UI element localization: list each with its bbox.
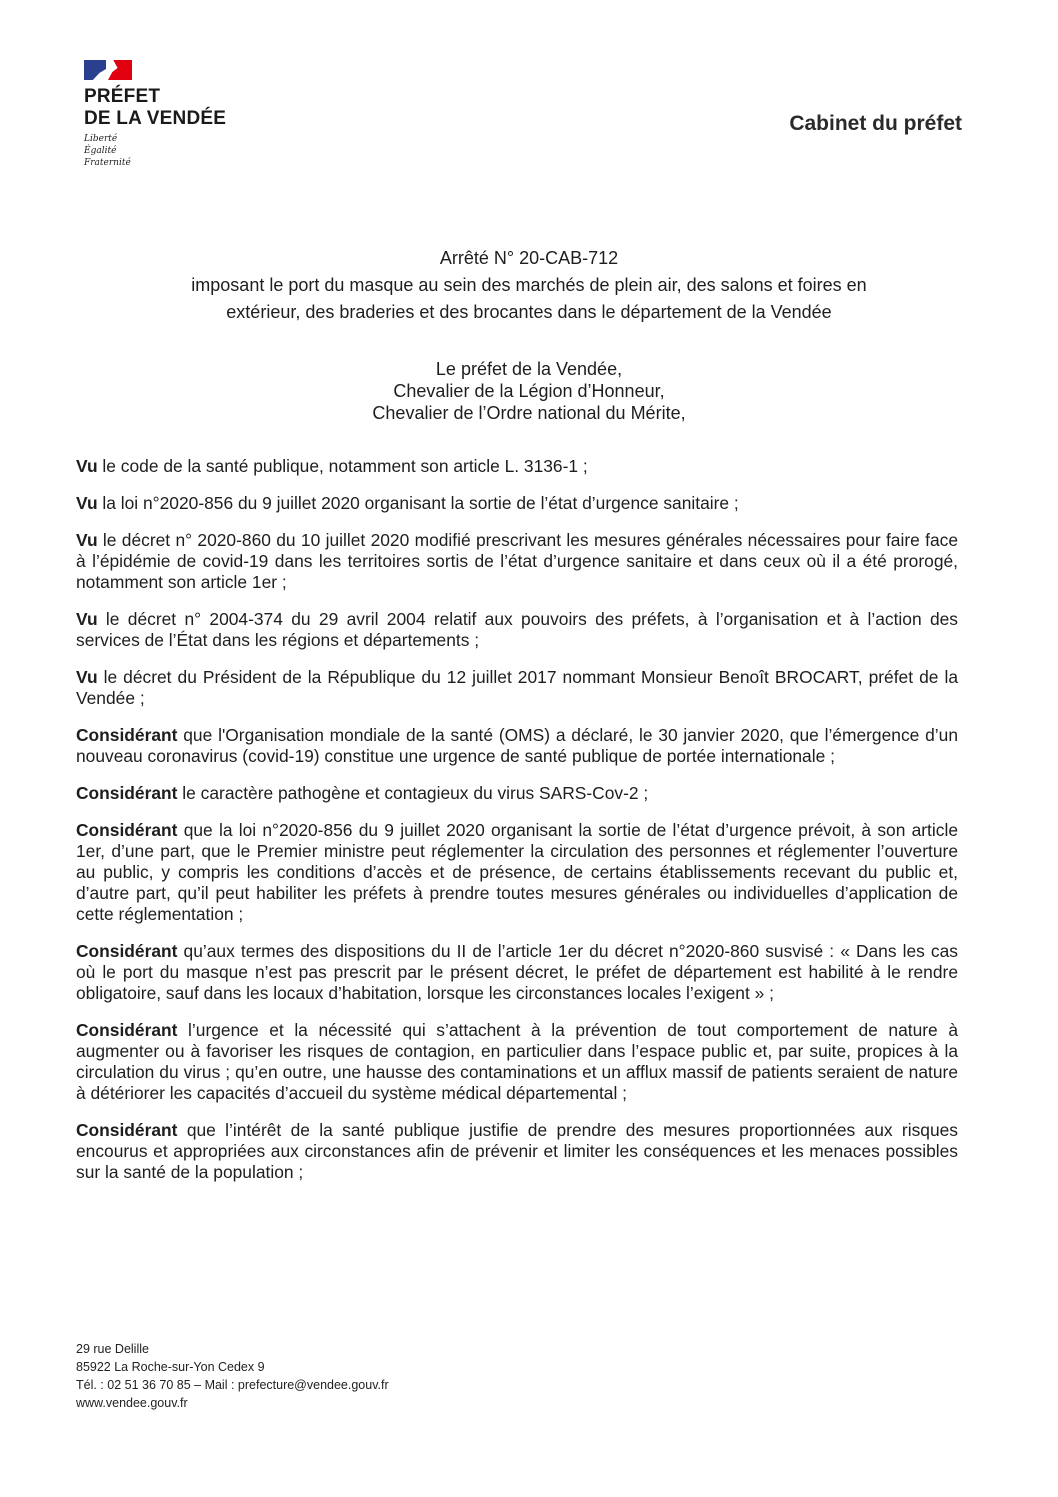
visa-paragraph: [76, 493, 958, 514]
paragraph-lead: Considérant: [76, 725, 178, 745]
visa-paragraph: [76, 609, 958, 651]
considerant-paragraph: [76, 941, 958, 1004]
considerant-paragraph: [76, 783, 958, 804]
paragraph-text: le décret n° 2004-374 du 29 avril 2004 relatif aux pouvoirs des préfets, à l’organisation et à l’action des services de l’État dans les régions et départements ;: [76, 609, 958, 650]
footer-city: 85922 La Roche-sur-Yon Cedex 9: [76, 1360, 265, 1374]
paragraph-text: le code de la santé publique, notamment son article L. 3136-1 ;: [97, 456, 588, 476]
considerant-paragraph: [76, 820, 958, 925]
republic-motto: [84, 133, 264, 169]
considerant-paragraph: [76, 1020, 958, 1104]
paragraph-lead: Considérant: [76, 1120, 178, 1140]
paragraph-text: le décret du Président de la République du 12 juillet 2017 nommant Monsieur Benoît BROCART, préfet de la Vendée ;: [76, 667, 958, 708]
decree-title: [60, 245, 998, 326]
visa-paragraph: [76, 530, 958, 593]
footer-address: [76, 1340, 389, 1412]
paragraph-lead: Considérant: [76, 1020, 178, 1040]
paragraph-lead: Vu: [76, 493, 98, 513]
paragraph-lead: Considérant: [76, 820, 178, 840]
paragraph-text: que la loi n°2020-856 du 9 juillet 2020 organisant la sortie de l’état d’urgence prévoit, à son article 1er, d’une part, que le Premier ministre peut réglementer la circulation des personnes et réglementer l’ouverture au public, y compris les conditions d’accès et de présence, de certains établissements recevant du public et, d’autre part, qu’il peut habiliter les préfets à prendre toutes mesures générales ou individuelles d’application de cette réglementation ;: [76, 820, 958, 924]
cabinet-heading: Cabinet du préfet: [789, 112, 962, 135]
paragraph-lead: Vu: [76, 456, 98, 476]
paragraph-text: que l’intérêt de la santé publique justifie de prendre des mesures proportionnées aux risques encourus et appropriées aux circonstances afin de prévenir et limiter les conséquences et les menaces possibles sur la santé de la population ;: [76, 1120, 958, 1182]
logo-title-line1: PRÉFET: [84, 86, 161, 107]
paragraph-lead: Considérant: [76, 783, 178, 803]
preamble-line: Chevalier de la Légion d’Honneur,: [393, 381, 665, 401]
decree-subject-line2: extérieur, des braderies et des brocantes dans le département de la Vendée: [226, 302, 832, 322]
footer-website[interactable]: www.vendee.gouv.fr: [76, 1396, 188, 1410]
motto-fraternite: Fraternité: [84, 158, 131, 168]
footer-street: 29 rue Delille: [76, 1342, 149, 1356]
preamble-line: Le préfet de la Vendée,: [435, 359, 623, 379]
paragraph-text: que l'Organisation mondiale de la santé (OMS) a déclaré, le 30 janvier 2020, que l’émergence d’un nouveau coronavirus (covid-19) constitue une urgence de santé publique de portée internationale ;: [76, 725, 958, 766]
logo-title-line2: DE LA VENDÉE: [84, 108, 227, 129]
paragraph-lead: Vu: [76, 667, 98, 687]
decree-number: Arrêté N° 20-CAB-712: [439, 248, 619, 268]
paragraph-text: le décret n° 2020-860 du 10 juillet 2020 modifié prescrivant les mesures générales nécessaires pour faire face à l’épidémie de covid-19 dans les territoires sortis de l’état d’urgence sanitaire et dans ceux où il a été prorogé, notamment son article 1er ;: [76, 530, 958, 592]
paragraph-text: la loi n°2020-856 du 9 juillet 2020 organisant la sortie de l’état d’urgence sanitaire ;: [97, 493, 739, 513]
marianne-flag-icon: [84, 58, 264, 80]
prefecture-logo: [84, 58, 264, 169]
considerant-paragraph: [76, 1120, 958, 1183]
paragraph-lead: Vu: [76, 609, 98, 629]
motto-egalite: Égalité: [84, 146, 117, 156]
logo-title: [84, 86, 264, 130]
paragraph-lead: Vu: [76, 530, 98, 550]
preamble: [60, 358, 998, 424]
paragraph-lead: Considérant: [76, 941, 178, 961]
decree-subject-line1: imposant le port du masque au sein des marchés de plein air, des salons et foires en: [191, 275, 867, 295]
paragraph-text: l’urgence et la nécessité qui s’attachent à la prévention de tout comportement de nature à augmenter ou à favoriser les risques de contagion, en particulier dans l’espace public et, par suite, propices à la circulation du virus ; qu’en outre, une hausse des contaminations et un afflux massif de patients seraient de nature à détériorer les capacités d’accueil du système médical départemental ;: [76, 1020, 958, 1103]
footer-contact: Tél. : 02 51 36 70 85 – Mail : prefecture@vendee.gouv.fr: [76, 1378, 389, 1392]
paragraph-text: qu’aux termes des dispositions du II de l’article 1er du décret n°2020-860 susvisé : « Dans les cas où le port du masque n’est pas prescrit par le présent décret, le préfet de département est habilité à le rendre obligatoire, sauf dans les locaux d’habitation, lorsque les circonstances locales l’exigent » ;: [76, 941, 958, 1003]
motto-liberte: Liberté: [84, 134, 118, 144]
considerant-paragraph: [76, 725, 958, 767]
paragraph-text: le caractère pathogène et contagieux du virus SARS-Cov-2 ;: [177, 783, 649, 803]
visa-paragraph: [76, 667, 958, 709]
visa-paragraph: [76, 456, 958, 477]
decree-body: [76, 456, 958, 1199]
preamble-line: Chevalier de l’Ordre national du Mérite,: [372, 403, 686, 423]
